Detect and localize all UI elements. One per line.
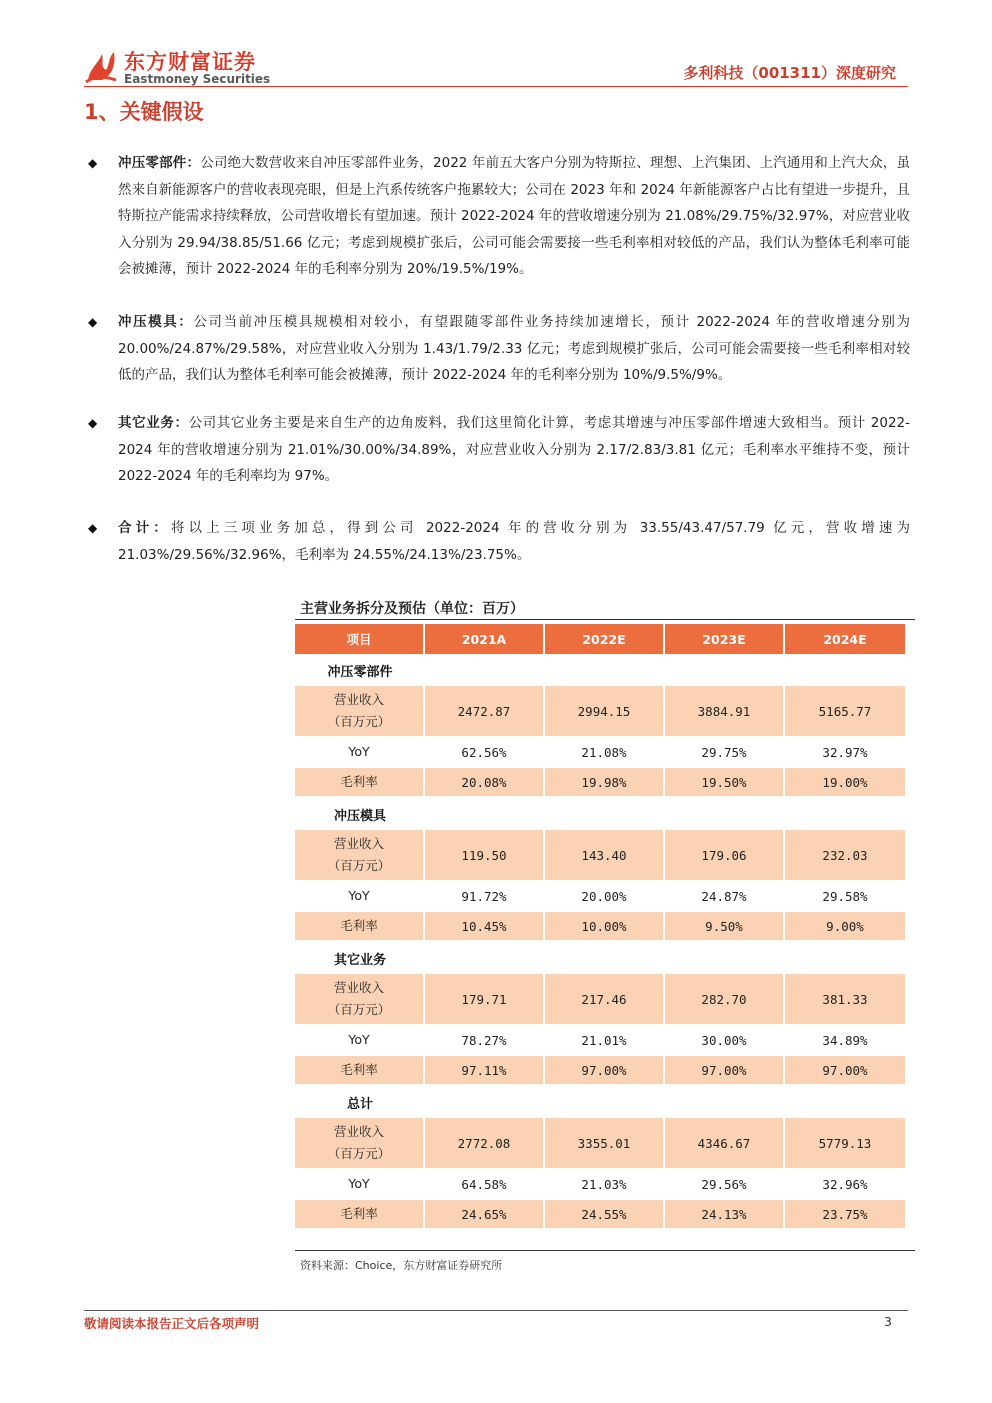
table-cell: 143.40 — [545, 830, 663, 880]
diamond-bullet-icon: ◆ — [88, 315, 98, 329]
table-cell: 21.08% — [581, 744, 627, 760]
report-title: 多利科技（001311）深度研究 — [683, 64, 896, 82]
paragraph-stamping-dies — [84, 309, 910, 389]
table-cell: 29.58% — [822, 888, 868, 904]
paragraph-total — [84, 515, 910, 568]
table-row-label: 营业收入 （百万元） — [295, 1118, 423, 1168]
table-cell: 64.58% — [461, 1176, 507, 1192]
section-title: 1、关键假设 — [84, 100, 204, 124]
paragraph-lead: 其它业务： — [118, 415, 189, 431]
table-cell: 20.08% — [425, 768, 543, 796]
table-header-cell: 2024E — [785, 624, 905, 654]
table-cell: 119.50 — [425, 830, 543, 880]
table-cell: 9.00% — [785, 912, 905, 940]
table-row-label: YoY — [348, 888, 370, 903]
table-row-label: 营业收入 （百万元） — [295, 686, 423, 736]
table-cell: 97.00% — [785, 1056, 905, 1084]
table-bottom-rule — [295, 1250, 915, 1251]
logo-english-name: Eastmoney Securities — [124, 72, 271, 86]
table-cell: 4346.67 — [665, 1118, 783, 1168]
paragraph-stamping-parts — [84, 150, 910, 283]
paragraph-text: 将以上三项业务加总，得到公司 2022-2024 年的营收分别为 33.55/43.47/57.79 亿元，营收增速为 21.03%/29.56%/32.96%，毛利率为 24.55%/24.13%/23.75%。 — [118, 520, 911, 563]
footer-disclaimer: 敬请阅读本报告正文后各项声明 — [84, 1316, 260, 1331]
table-cell: 97.00% — [545, 1056, 663, 1084]
company-logo — [84, 44, 294, 92]
table-cell: 5165.77 — [785, 686, 905, 736]
table-cell: 29.75% — [701, 744, 747, 760]
diamond-bullet-icon: ◆ — [88, 156, 98, 170]
table-row-label: YoY — [348, 1176, 370, 1191]
table-cell: 3355.01 — [545, 1118, 663, 1168]
flame-logo-icon — [84, 46, 118, 84]
table-row-label: YoY — [348, 744, 370, 759]
table-cell: 2994.15 — [545, 686, 663, 736]
table-cell: 30.00% — [701, 1032, 747, 1048]
table-group-label: 冲压零部件 — [327, 664, 393, 680]
table-cell: 34.89% — [822, 1032, 868, 1048]
logo-chinese-name: 东方财富证券 — [124, 50, 256, 74]
table-header-cell: 项目 — [295, 624, 423, 654]
table-cell: 97.00% — [665, 1056, 783, 1084]
table-cell: 10.45% — [425, 912, 543, 940]
header-divider — [84, 86, 908, 87]
table-cell: 381.33 — [785, 974, 905, 1024]
table-cell: 2472.87 — [425, 686, 543, 736]
table-cell: 179.06 — [665, 830, 783, 880]
table-cell: 21.01% — [581, 1032, 627, 1048]
table-row-label: 营业收入 （百万元） — [295, 974, 423, 1024]
table-group-label: 总计 — [346, 1096, 373, 1112]
diamond-bullet-icon: ◆ — [88, 521, 98, 535]
table-row-label: YoY — [348, 1032, 370, 1047]
table-title: 主营业务拆分及预估（单位：百万） — [300, 601, 524, 617]
table-cell: 19.98% — [545, 768, 663, 796]
table-cell: 23.75% — [785, 1200, 905, 1228]
paragraph-lead: 合计： — [118, 520, 171, 536]
table-cell: 97.11% — [425, 1056, 543, 1084]
table-row-label: 毛利率 — [295, 912, 423, 940]
table-cell: 9.50% — [665, 912, 783, 940]
paragraph-text: 公司当前冲压模具规模相对较小，有望跟随零部件业务持续加速增长，预计 2022-2024 年的营收增速分别为 20.00%/24.87%/29.58%，对应营业收入分别为 1.43/1.79/2.33 亿元；考虑到规模扩张后，公司可能会需要接一些毛利率相对较低的产品，我们认为整体毛利率可能会被摊薄，预计 2022-2024 年的毛利率分别为 10%/9.5%/9%。 — [118, 314, 911, 383]
table-cell: 24.65% — [425, 1200, 543, 1228]
paragraph-lead: 冲压模具： — [118, 314, 194, 330]
table-cell: 3884.91 — [665, 686, 783, 736]
table-cell: 179.71 — [425, 974, 543, 1024]
table-source: 资料来源：Choice，东方财富证券研究所 — [300, 1259, 503, 1272]
table-cell: 32.96% — [822, 1176, 868, 1192]
table-row-label: 毛利率 — [295, 768, 423, 796]
paragraph-other-business — [84, 410, 910, 490]
table-header-cell: 2022E — [545, 624, 663, 654]
table-cell: 19.50% — [665, 768, 783, 796]
table-cell: 21.03% — [581, 1176, 627, 1192]
table-cell: 217.46 — [545, 974, 663, 1024]
table-group-label: 其它业务 — [333, 952, 386, 968]
footer-divider — [84, 1310, 908, 1311]
diamond-bullet-icon: ◆ — [88, 416, 98, 430]
table-header-cell: 2021A — [425, 624, 543, 654]
table-cell: 24.55% — [545, 1200, 663, 1228]
table-cell: 232.03 — [785, 830, 905, 880]
table-cell: 29.56% — [701, 1176, 747, 1192]
table-cell: 78.27% — [461, 1032, 507, 1048]
table-cell: 20.00% — [581, 888, 627, 904]
paragraph-lead: 冲压零部件： — [118, 155, 201, 171]
table-row-label: 毛利率 — [295, 1056, 423, 1084]
table-cell: 5779.13 — [785, 1118, 905, 1168]
table-group-label: 冲压模具 — [333, 808, 386, 824]
page-number: 3 — [884, 1314, 892, 1329]
table-cell: 2772.08 — [425, 1118, 543, 1168]
table-row-label: 营业收入 （百万元） — [295, 830, 423, 880]
table-cell: 24.87% — [701, 888, 747, 904]
table-cell: 10.00% — [545, 912, 663, 940]
table-header-cell: 2023E — [665, 624, 783, 654]
paragraph-text: 公司其它业务主要是来自生产的边角废料，我们这里简化计算，考虑其增速与冲压零部件增速大致相当。预计 2022-2024 年的营收增速分别为 21.01%/30.00%/34.89%，对应营业收入分别为 2.17/2.83/3.81 亿元；毛利率水平维持不变，预计 2022-2024 年的毛利率均为 97%。 — [118, 415, 910, 484]
table-cell: 62.56% — [461, 744, 507, 760]
paragraph-text: 公司绝大数营收来自冲压零部件业务，2022 年前五大客户分别为特斯拉、理想、上汽集团、上汽通用和上汽大众，虽然来自新能源客户的营收表现亮眼，但是上汽系传统客户拖累较大；公司在 2023 年和 2024 年新能源客户占比有望进一步提升，且特斯拉产能需求持续释放，公司营收增长有望加速。预计 2022-2024 年的营收增速分别为 21.08%/29.75%/32.97%，对应营业收入分别为 29.94/38.85/51.66 亿元；考虑到规模扩张后，公司可能会需要接一些毛利率相对较低的产品，我们认为整体毛利率可能会被摊薄，预计 2022-2024 年的毛利率分别为 20%/19.5%/19%。 — [118, 155, 910, 277]
table-cell: 282.70 — [665, 974, 783, 1024]
table-row-label: 毛利率 — [295, 1200, 423, 1228]
table-cell: 19.00% — [785, 768, 905, 796]
table-cell: 91.72% — [461, 888, 507, 904]
table-cell: 32.97% — [822, 744, 868, 760]
table-cell: 24.13% — [665, 1200, 783, 1228]
table-top-rule — [295, 619, 915, 620]
